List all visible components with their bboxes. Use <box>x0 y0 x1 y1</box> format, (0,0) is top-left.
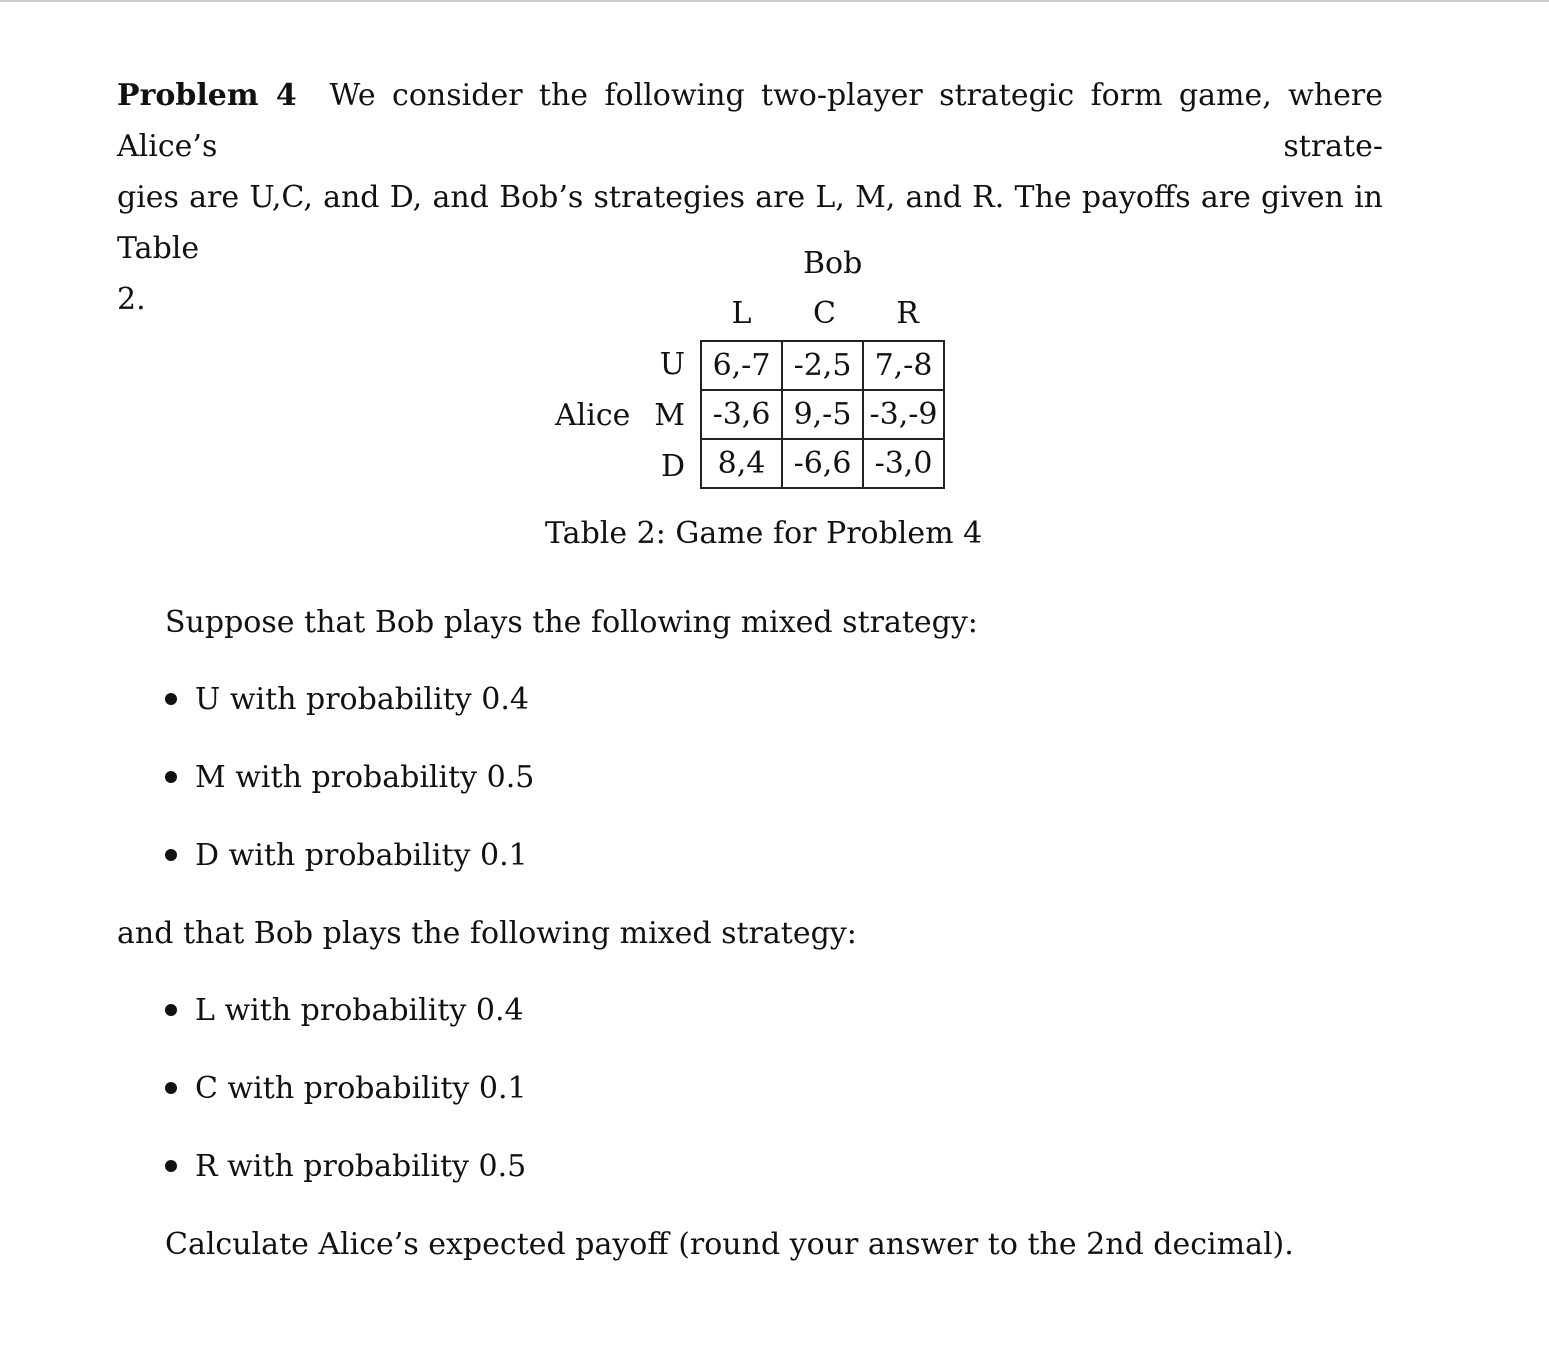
payoff-cell: 7,-8 <box>863 341 944 390</box>
column-header-l: L <box>731 296 752 331</box>
bullet-icon <box>165 771 177 783</box>
payoff-cell: 6,-7 <box>701 341 782 390</box>
column-header-c: C <box>813 296 836 331</box>
list-item <box>165 1149 526 1185</box>
bullet-icon <box>165 693 177 705</box>
payoff-cell: 9,-5 <box>782 390 863 439</box>
payoff-matrix <box>700 340 945 489</box>
problem-statement <box>117 70 1383 325</box>
table-caption: Table 2: Game for Problem 4 <box>545 516 983 551</box>
list-item <box>165 760 534 796</box>
bullet-icon <box>165 849 177 861</box>
problem-intro-1: We consider the following two-player strategic form game, where Alice’s strate- <box>117 78 1383 164</box>
payoff-row-m <box>701 390 944 439</box>
row-label-m: M <box>654 398 685 433</box>
payoff-row-d <box>701 439 944 488</box>
row-label-d: D <box>660 449 685 484</box>
column-player-label: Bob <box>803 246 863 281</box>
and-text: and that Bob plays the following mixed strategy: <box>117 916 857 951</box>
payoff-cell: -3,0 <box>863 439 944 488</box>
bullet-icon <box>165 1082 177 1094</box>
payoff-cell: -3,6 <box>701 390 782 439</box>
row-player-label: Alice <box>555 398 631 433</box>
problem-label: Problem 4 <box>117 78 297 113</box>
payoff-cell: 8,4 <box>701 439 782 488</box>
column-header-r: R <box>896 296 919 331</box>
row-label-u: U <box>659 347 685 382</box>
list-item-text: R with probability 0.5 <box>195 1149 527 1184</box>
list-item-text: L with probability 0.4 <box>195 993 524 1028</box>
payoff-cell: -2,5 <box>782 341 863 390</box>
bullet-icon <box>165 1004 177 1016</box>
list-item <box>165 1071 527 1107</box>
list-item <box>165 993 524 1029</box>
list-item <box>165 682 529 718</box>
list-item-text: U with probability 0.4 <box>195 682 529 717</box>
question-text: Calculate Alice’s expected payoff (round your answer to the 2nd decimal). <box>165 1227 1294 1262</box>
list-item-text: M with probability 0.5 <box>195 760 535 795</box>
suppose-text: Suppose that Bob plays the following mixed strategy: <box>165 605 978 640</box>
payoff-row-u <box>701 341 944 390</box>
top-divider <box>0 0 1549 2</box>
problem-line-3: 2. <box>117 282 146 317</box>
list-item-text: D with probability 0.1 <box>195 838 528 873</box>
problem-line-1 <box>117 70 1383 172</box>
problem-line-2: gies are U,C, and D, and Bob’s strategies are L, M, and R. The payoffs are given in Table <box>117 180 1383 266</box>
payoff-cell: -3,-9 <box>863 390 944 439</box>
list-item <box>165 838 528 874</box>
bullet-icon <box>165 1160 177 1172</box>
payoff-cell: -6,6 <box>782 439 863 488</box>
list-item-text: C with probability 0.1 <box>195 1071 527 1106</box>
